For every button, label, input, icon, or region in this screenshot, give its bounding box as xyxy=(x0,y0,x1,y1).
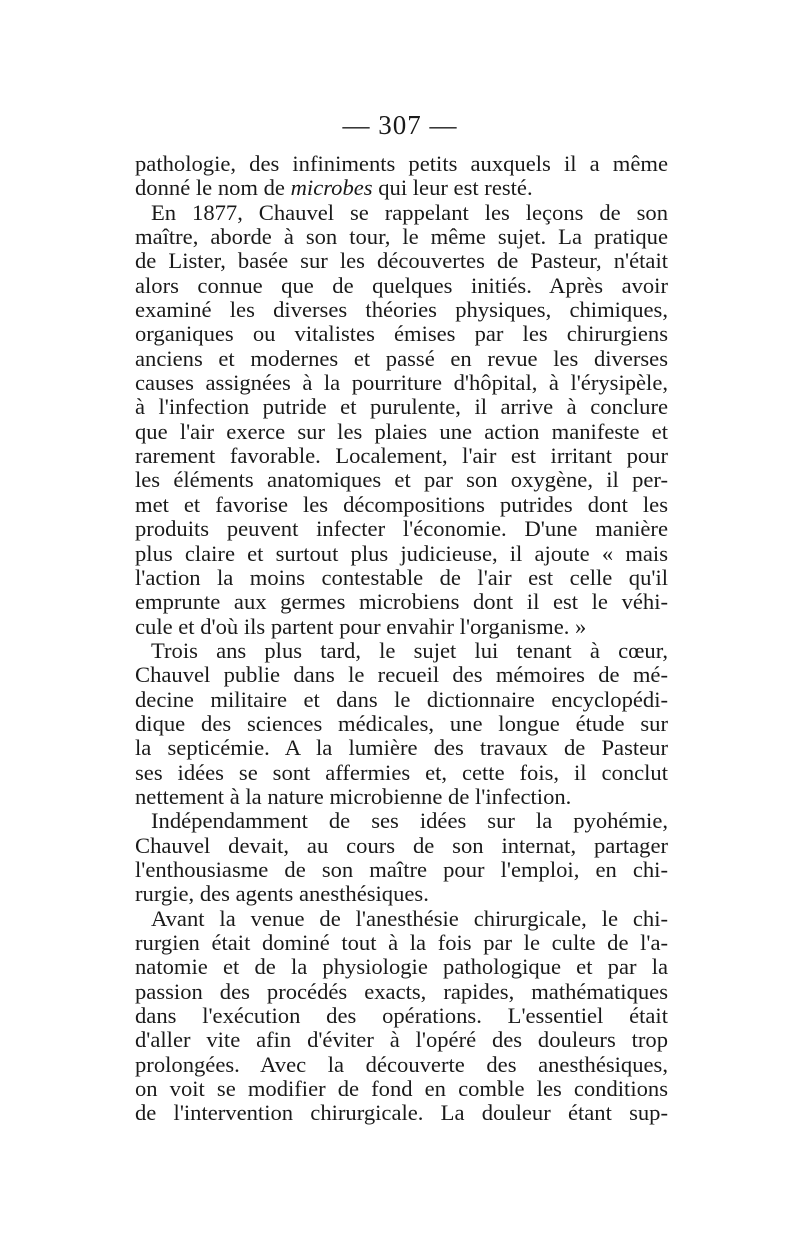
paragraph-5 xyxy=(135,907,668,1126)
text-line: la septicémie. A la lumière des travaux de Pasteur xyxy=(135,736,668,761)
text-line: Trois ans plus tard, le sujet lui tenant à cœur, xyxy=(151,638,668,663)
text-line: En 1877, Chauvel se rappelant les leçons de son xyxy=(151,200,668,225)
text-line: decine militaire et dans le dictionnaire encyclopédi- xyxy=(135,687,668,712)
italic-word-microbes: microbes xyxy=(290,176,373,201)
body-text xyxy=(135,152,668,1126)
page-number: — 307 — xyxy=(342,110,458,140)
text-line: ses idées se sont affermies et, cette fois, il conclut xyxy=(135,760,668,785)
text-line: à l'infection putride et purulente, il arrive à conclure xyxy=(135,395,668,420)
text-line: d'aller vite afin d'éviter à l'opéré des douleurs trop xyxy=(135,1028,668,1053)
text-line: alors connue que de quelques initiés. Après avoir xyxy=(135,273,668,298)
paragraph-1 xyxy=(135,152,668,201)
text-line: rarement favorable. Localement, l'air est irritant pour xyxy=(135,444,668,469)
text-line: dique des sciences médicales, une longue étude sur xyxy=(135,711,668,736)
text-line: passion des procédés exacts, rapides, mathématiques xyxy=(135,979,668,1004)
text-line: Indépendamment de ses idées sur la pyohémie, xyxy=(151,809,668,834)
text-line: cule et d'où ils partent pour envahir l'organisme. » xyxy=(135,614,587,639)
text-line: pathologie, des infiniments petits auxquels il a même xyxy=(135,152,668,176)
paragraph-2 xyxy=(135,201,668,639)
text-line: dans l'exécution des opérations. L'essentiel était xyxy=(135,1004,668,1029)
text-line: rurgie, des agents anesthésiques. xyxy=(135,882,429,907)
text-line: de l'intervention chirurgicale. La douleur étant sup- xyxy=(135,1101,668,1126)
text-line: que l'air exerce sur les plaies une action manifeste et xyxy=(135,419,668,444)
text-line: l'action la moins contestable de l'air est celle qu'il xyxy=(135,565,668,590)
paragraph-3 xyxy=(135,639,668,809)
text-line: de Lister, basée sur les découvertes de Pasteur, n'était xyxy=(135,249,668,274)
text-line: anciens et modernes et passé en revue les diverses xyxy=(135,346,668,371)
text-line: rurgien était dominé tout à la fois par le culte de l'a- xyxy=(135,931,668,955)
text-line: les éléments anatomiques et par son oxygène, il per- xyxy=(135,468,668,493)
text-line: examiné les diverses théories physiques, chimiques, xyxy=(135,298,668,323)
text-line: on voit se modifier de fond en comble les conditions xyxy=(135,1077,668,1102)
text-run: qui leur est resté. xyxy=(372,176,533,201)
text-line: Chauvel publie dans le recueil des mémoires de mé- xyxy=(135,663,668,688)
text-line: emprunte aux germes microbiens dont il est le véhi- xyxy=(135,590,668,615)
text-line: Chauvel devait, au cours de son internat, partager xyxy=(135,833,668,858)
text-line: causes assignées à la pourriture d'hôpital, à l'érysipèle, xyxy=(135,371,668,396)
text-line xyxy=(135,176,668,200)
text-line: met et favorise les décompositions putrides dont les xyxy=(135,492,668,517)
text-line: plus claire et surtout plus judicieuse, il ajoute « mais xyxy=(135,541,668,566)
paragraph-4 xyxy=(135,809,668,906)
text-line: maître, aborde à son tour, le même sujet. La pratique xyxy=(135,225,668,250)
text-line: nettement à la nature microbienne de l'infection. xyxy=(135,784,572,809)
text-run: donné le nom de xyxy=(135,176,291,201)
text-line: l'enthousiasme de son maître pour l'emploi, en chi- xyxy=(135,857,668,882)
text-line: organiques ou vitalistes émises par les chirurgiens xyxy=(135,322,668,347)
text-line: Avant la venue de l'anesthésie chirurgicale, le chi- xyxy=(151,906,668,931)
text-line: natomie et de la physiologie pathologique et par la xyxy=(135,955,668,980)
text-line: produits peuvent infecter l'économie. D'une manière xyxy=(135,517,668,542)
text-line: prolongées. Avec la découverte des anesthésiques, xyxy=(135,1052,668,1077)
